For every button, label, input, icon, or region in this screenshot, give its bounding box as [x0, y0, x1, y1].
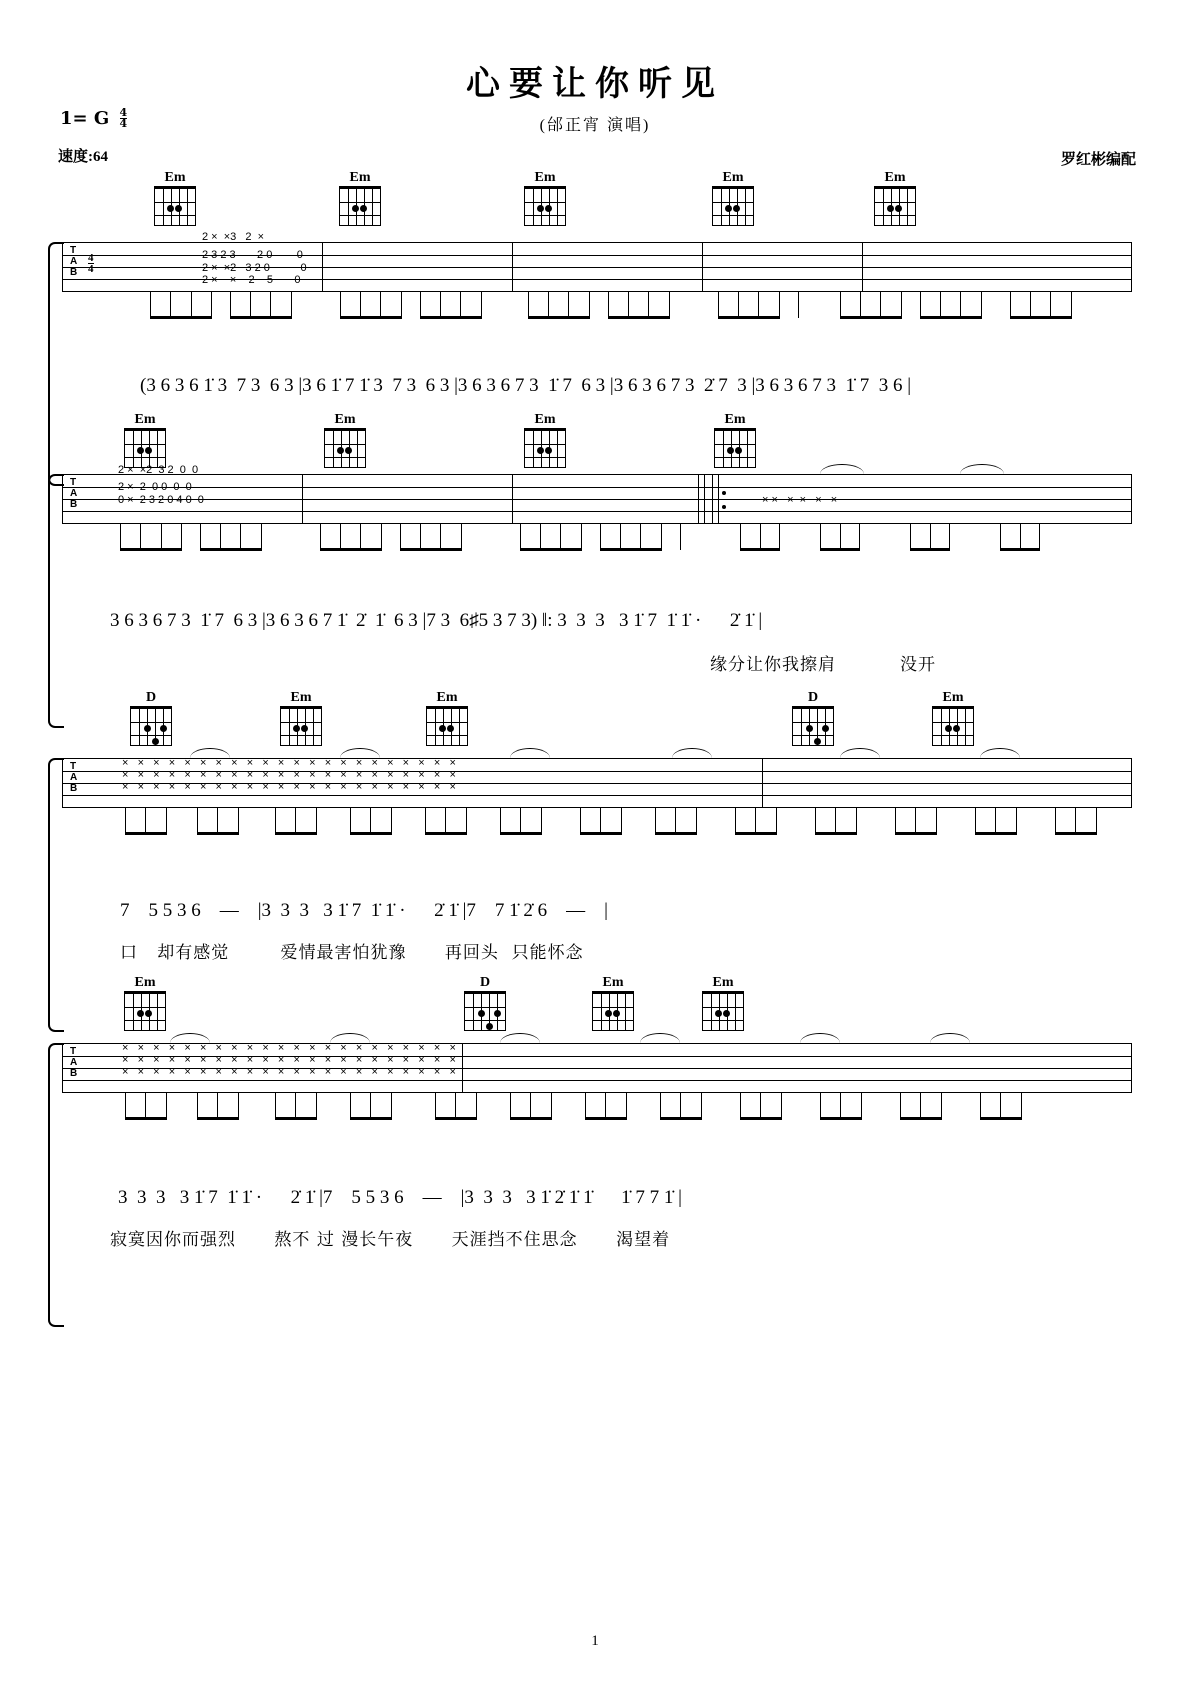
chord-name: Em [534, 412, 556, 427]
chord-grid [124, 428, 166, 468]
chord-grid [280, 706, 322, 746]
slur-arc [930, 1033, 970, 1043]
slur-arc [980, 748, 1020, 758]
chord-grid [426, 706, 468, 746]
time-signature [119, 105, 128, 130]
chord-grid [792, 706, 834, 746]
chord-diagram-em [152, 170, 198, 226]
tab-digits-row: 0 × 2 3 2 0 4 0 0 [118, 494, 204, 506]
staff-time-signature: $\frac{4}{4}$ [88, 252, 94, 275]
tab-staff: T A B × × × × × × × × × × × × × × × × × × × × × × × × × × × × × × × × × × × × × × × × × × × × × × × × × × × × × × × × × × × × × × × × × × [62, 1043, 1132, 1093]
lyrics-line: 寂寞因你而强烈 熬不 过 漫长午夜 天涯挡不住思念 渴望着 [110, 1230, 671, 1250]
chord-name: Em [712, 975, 734, 990]
chord-name: Em [436, 690, 458, 705]
system-3 [0, 690, 1190, 970]
time-denominator: 4 [119, 116, 128, 130]
lyrics-line: 口 却有感觉 爱情最害怕犹豫 再回头 只能怀念 [120, 943, 584, 963]
chord-grid [712, 186, 754, 226]
chord-grid [339, 186, 381, 226]
tab-digits-row: × × × × × × [762, 494, 838, 506]
chord-diagram-em [710, 170, 756, 226]
rhythm-stems [125, 1093, 1085, 1125]
chord-name: Em [349, 170, 371, 185]
chord-grid [714, 428, 756, 468]
chord-diagram-d [462, 975, 508, 1031]
chord-name: Em [602, 975, 624, 990]
chord-grid [524, 428, 566, 468]
tempo-marking: 速度:64 [58, 149, 108, 165]
key-signature [60, 105, 128, 130]
chord-name: Em [164, 170, 186, 185]
slur-arc [800, 1033, 840, 1043]
slur-arc [820, 464, 864, 474]
tab-staff [62, 231, 1132, 292]
chord-name: Em [942, 690, 964, 705]
rhythm-stems [150, 292, 1090, 324]
chord-grid [592, 991, 634, 1031]
chord-diagram-em [122, 412, 168, 468]
arranger-credit: 罗红彬编配 [1060, 152, 1136, 168]
tab-clef: T A B [70, 1046, 78, 1079]
system-2 [0, 412, 1190, 675]
tab-clef: T A B [70, 761, 78, 794]
slur-arc [960, 464, 1004, 474]
tab-staff: T A B × × × × × × × × × × × × × × × × × × × × × × × × × × × × × × × × × × × × × × × × × × × × × × × × × × × × × × × × × × × × × × × × × × [62, 758, 1132, 808]
slur-arc [672, 748, 712, 758]
chord-diagram-em [522, 412, 568, 468]
chord-name: Em [334, 412, 356, 427]
numbered-notation-line: 3 6 3 6 7 3 1̇ 7 6 3 |3 6 3 6 7 1̇ 2̇ 1̇ 6 3 |7 3 6♯5 3 7 3) ‖: 3 3 3 3 1̇ 7 1̇ 1̇ · 2̇ 1̇ | [110, 610, 763, 631]
page-title: 心要让你听见 [466, 64, 724, 104]
chord-name: Em [134, 975, 156, 990]
rhythm-stems [125, 808, 1085, 840]
tab-clef: T A B [70, 477, 78, 510]
tab-digits-row: 2 × ×2 3 2 0 0 [202, 262, 310, 274]
key-label: 1= G [60, 108, 110, 129]
performer-credit: (邰正宵 演唱) [539, 117, 651, 134]
tab-digits-row: 2 3 2 3 2 0 0 [202, 249, 306, 261]
chord-name: D [807, 690, 819, 705]
slur-arc [510, 748, 550, 758]
slur-arc [170, 1033, 210, 1043]
tab-digits-row: 2 × ×3 2 × [202, 231, 304, 243]
chord-diagram-em [122, 975, 168, 1031]
rhythm-stems [120, 524, 1080, 556]
chord-name: D [479, 975, 491, 990]
system-4 [0, 975, 1190, 1265]
page-number: 1 [591, 1633, 599, 1649]
chord-grid [932, 706, 974, 746]
tab-clef: T A B [70, 245, 78, 278]
chord-grid [124, 991, 166, 1031]
chord-grid [524, 186, 566, 226]
chord-grid [874, 186, 916, 226]
system-1 [0, 170, 1190, 400]
chord-grid [154, 186, 196, 226]
chord-grid [324, 428, 366, 468]
chord-diagram-em [424, 690, 470, 746]
slur-arc [340, 748, 380, 758]
chord-diagram-em [930, 690, 976, 746]
chord-name: Em [134, 412, 156, 427]
chord-diagram-em [278, 690, 324, 746]
chord-name: D [145, 690, 157, 705]
chord-diagram-em [700, 975, 746, 1031]
tab-digits-row: 2 × 2 0 0 0 0 [118, 481, 192, 493]
chord-diagram-em [522, 170, 568, 226]
chord-diagram-em [322, 412, 368, 468]
tab-digits-row: 2 × ×2 3 2 0 0 [118, 464, 199, 476]
numbered-notation-line: 3 3 3 3 1̇ 7 1̇ 1̇ · 2̇ 1̇ |7 5 5 3 6 — |3 3 3 3 1̇ 2̇ 1̇ 1̇ 1̇ 7 7 1̇ | [118, 1187, 682, 1208]
numbered-notation-line: 7 5 5 3 6 — |3 3 3 3 1̇ 7 1̇ 1̇ · 2̇ 1̇ |7 7 1̇ 2̇ 6 — | [120, 900, 608, 921]
slur-arc [840, 748, 880, 758]
chord-diagram-d [790, 690, 836, 746]
chord-diagram-em [590, 975, 636, 1031]
chord-name: Em [724, 412, 746, 427]
chord-diagram-em [872, 170, 918, 226]
chord-name: Em [290, 690, 312, 705]
chord-grid [130, 706, 172, 746]
slur-arc [190, 748, 230, 758]
numbered-notation-line: (3 6 3 6 1̇ 3 7 3 6 3 |3 6 1̇ 7 1̇ 3 7 3 6 3 |3 6 3 6 7 3 1̇ 7 6 3 |3 6 3 6 7 3 2̇ 7 3 |3 6 3 6 7 3 1̇ 7 3 6 | [140, 375, 912, 396]
slur-arc [500, 1033, 540, 1043]
chord-diagram-em [337, 170, 383, 226]
slur-arc [640, 1033, 680, 1043]
lyrics-line: 缘分让你我擦肩 没开 [710, 655, 937, 675]
chord-name: Em [534, 170, 556, 185]
chord-diagram-d [128, 690, 174, 746]
tab-digits-row: 2 × × 2 5 0 [202, 274, 304, 286]
chord-grid [464, 991, 506, 1031]
chord-name: Em [884, 170, 906, 185]
chord-name: Em [722, 170, 744, 185]
chord-diagram-em [712, 412, 758, 468]
tab-staff [62, 464, 1132, 524]
slur-arc [330, 1033, 370, 1043]
chord-grid [702, 991, 744, 1031]
time-numerator: 4 [119, 105, 128, 119]
